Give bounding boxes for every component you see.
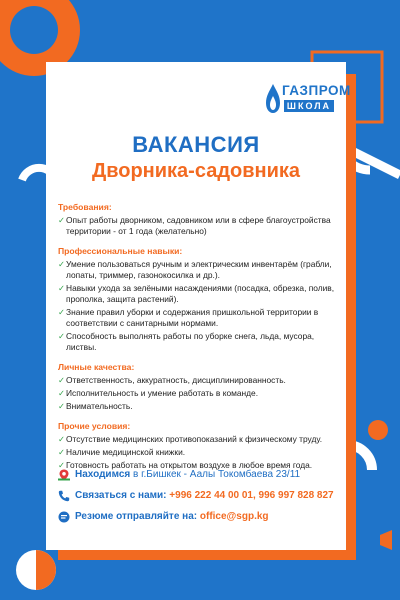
vacancy-body [58, 202, 342, 480]
checkmark-icon: ✓ [58, 307, 66, 317]
contacts [58, 468, 342, 531]
list-item: ✓ Исполнительность и умение работать в команде. [58, 388, 259, 398]
page-subtitle: Дворника-садовника [91, 160, 301, 182]
section-title: Прочие условия: [58, 421, 131, 431]
location-label: Находимся [75, 469, 131, 480]
list-item: ✓ Умение пользоваться ручным и электрическим инвентарём (грабли, лопаты, триммер, газонокосилка и др.). [58, 259, 332, 280]
orange-dot [368, 420, 388, 440]
contact-location [58, 468, 342, 482]
chat-icon [58, 511, 70, 523]
section-requirements [58, 202, 342, 237]
logo-brand: ГАЗПРОМ [282, 83, 351, 98]
list-item: ✓ Навыки ухода за зелёными насаждениями (посадка, обрезка, полив, прополка, защита растений). [58, 283, 335, 304]
checkmark-icon: ✓ [58, 447, 66, 457]
phone-value[interactable]: +996 222 44 00 01, 996 997 828 827 [169, 490, 334, 501]
logo-school: ШКОЛА [284, 100, 334, 112]
list-item: ✓ Способность выполнять работы по уборке снега, льда, мусора, листвы. [58, 331, 315, 352]
checkmark-icon: ✓ [58, 388, 66, 398]
section-title: Требования: [58, 202, 112, 212]
checkmark-icon: ✓ [58, 434, 66, 444]
list-item: ✓ Знание правил уборки и содержания пришкольной территории в соответствии с санитарными нормами. [58, 307, 319, 328]
checkmark-icon: ✓ [58, 259, 66, 269]
checkmark-icon: ✓ [58, 460, 66, 470]
list-item: ✓ Готовность работать на открытом воздухе в любое время года. [58, 460, 313, 470]
checkmark-icon: ✓ [58, 215, 66, 225]
logo [264, 80, 351, 118]
email-link[interactable]: office@sgp.kg [199, 511, 269, 522]
list-item: ✓ Внимательность. [58, 401, 133, 411]
section-personal-qualities [58, 362, 342, 412]
section-other-conditions [58, 421, 342, 471]
list-item: ✓ Отсутствие медицинских противопоказаний к физическому труду. [58, 434, 323, 444]
list-item: ✓ Наличие медицинской книжки. [58, 447, 186, 457]
location-value: в г.Бишкек - Аалы Токомбаева 23/11 [133, 469, 301, 480]
section-title: Профессиональные навыки: [58, 246, 183, 256]
contact-phone [58, 489, 342, 503]
checkmark-icon: ✓ [58, 283, 66, 293]
phone-icon [58, 490, 70, 502]
checkmark-icon: ✓ [58, 401, 66, 411]
list-item: ✓ Опыт работы дворником, садовником или в сфере благоустройства территории - от 1 года (желательно) [58, 215, 331, 236]
checkmark-icon: ✓ [58, 375, 66, 385]
page-title: ВАКАНСИЯ [132, 132, 260, 157]
location-pin-icon [58, 469, 70, 481]
vacancy-card [46, 62, 351, 550]
checkmark-icon: ✓ [58, 331, 66, 341]
list-item: ✓ Ответственность, аккуратность, дисциплинированность. [58, 375, 286, 385]
email-label: Резюме отправляйте на: [75, 511, 198, 522]
section-skills [58, 246, 342, 353]
phone-label: Связаться с нами: [75, 490, 167, 501]
section-title: Личные качества: [58, 362, 135, 372]
contact-email [58, 510, 342, 524]
flame-icon [264, 84, 282, 114]
